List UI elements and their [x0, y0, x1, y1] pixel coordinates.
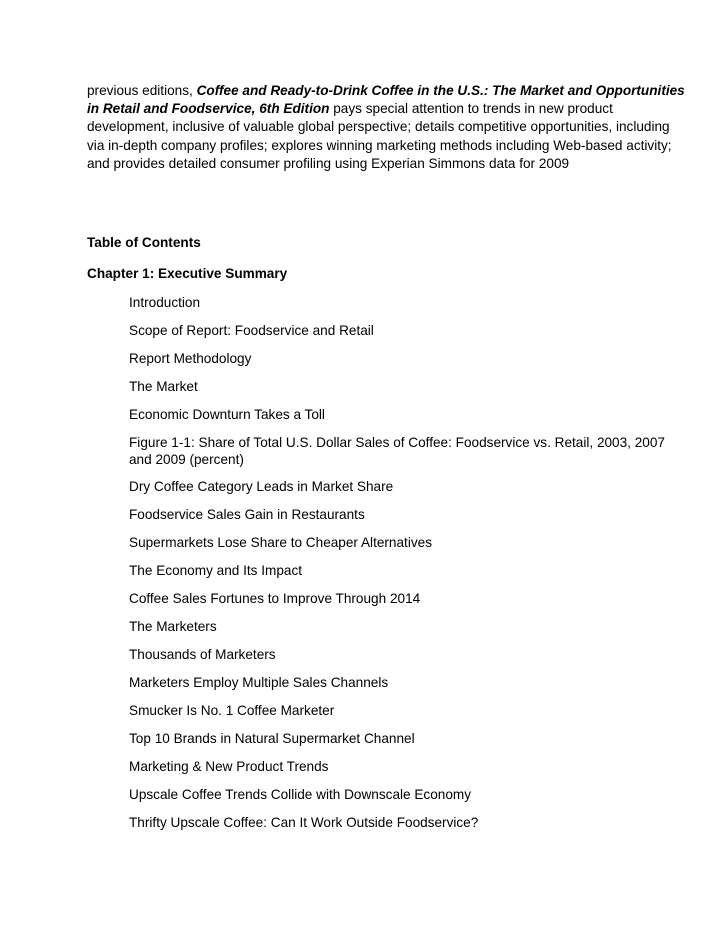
toc-item: Top 10 Brands in Natural Supermarket Channel [129, 731, 415, 746]
document-page [87, 82, 687, 830]
toc-item: Marketing & New Product Trends [129, 759, 329, 774]
toc-item: The Market [129, 379, 198, 394]
toc-list [129, 294, 689, 842]
toc-item: Marketers Employ Multiple Sales Channels [129, 675, 389, 690]
toc-item: Economic Downturn Takes a Toll [129, 407, 325, 422]
intro-text-start: previous editions, [87, 83, 197, 98]
intro-text-end: pays special attention to trends in new product development, inclusive of valuable global perspective; details competitive opportunities, including via in-depth company profiles; explores winning marketing methods including Web-based activity; and provides detailed consumer profiling using Experian Simmons data for 2009 [87, 101, 672, 171]
toc-item: Thrifty Upscale Coffee: Can It Work Outside Foodservice? [129, 815, 479, 830]
toc-item: Supermarkets Lose Share to Cheaper Alternatives [129, 535, 433, 550]
toc-item: Upscale Coffee Trends Collide with Downscale Economy [129, 787, 472, 802]
toc-item: Thousands of Marketers [129, 647, 276, 662]
toc-item: Report Methodology [129, 351, 252, 366]
toc-item: Smucker Is No. 1 Coffee Marketer [129, 703, 335, 718]
chapter-heading: Chapter 1: Executive Summary [87, 266, 288, 281]
toc-item: The Marketers [129, 619, 217, 634]
toc-item: Dry Coffee Category Leads in Market Share [129, 479, 394, 494]
toc-item: Scope of Report: Foodservice and Retail [129, 323, 374, 338]
toc-heading: Table of Contents [87, 235, 201, 250]
toc-item: Coffee Sales Fortunes to Improve Through 2014 [129, 591, 421, 606]
toc-item: Foodservice Sales Gain in Restaurants [129, 507, 365, 522]
report-title: Coffee and Ready-to-Drink Coffee in the U.S.: The Market and Opportunities in Retail and Foodservice, 6th Edition [87, 83, 685, 117]
intro-paragraph [87, 82, 687, 173]
toc-item: Introduction [129, 295, 201, 310]
toc-item: Figure 1-1: Share of Total U.S. Dollar Sales of Coffee: Foodservice vs. Retail, 2003, 2007 and 2009 (percent) [129, 435, 665, 467]
toc-item: The Economy and Its Impact [129, 563, 303, 578]
